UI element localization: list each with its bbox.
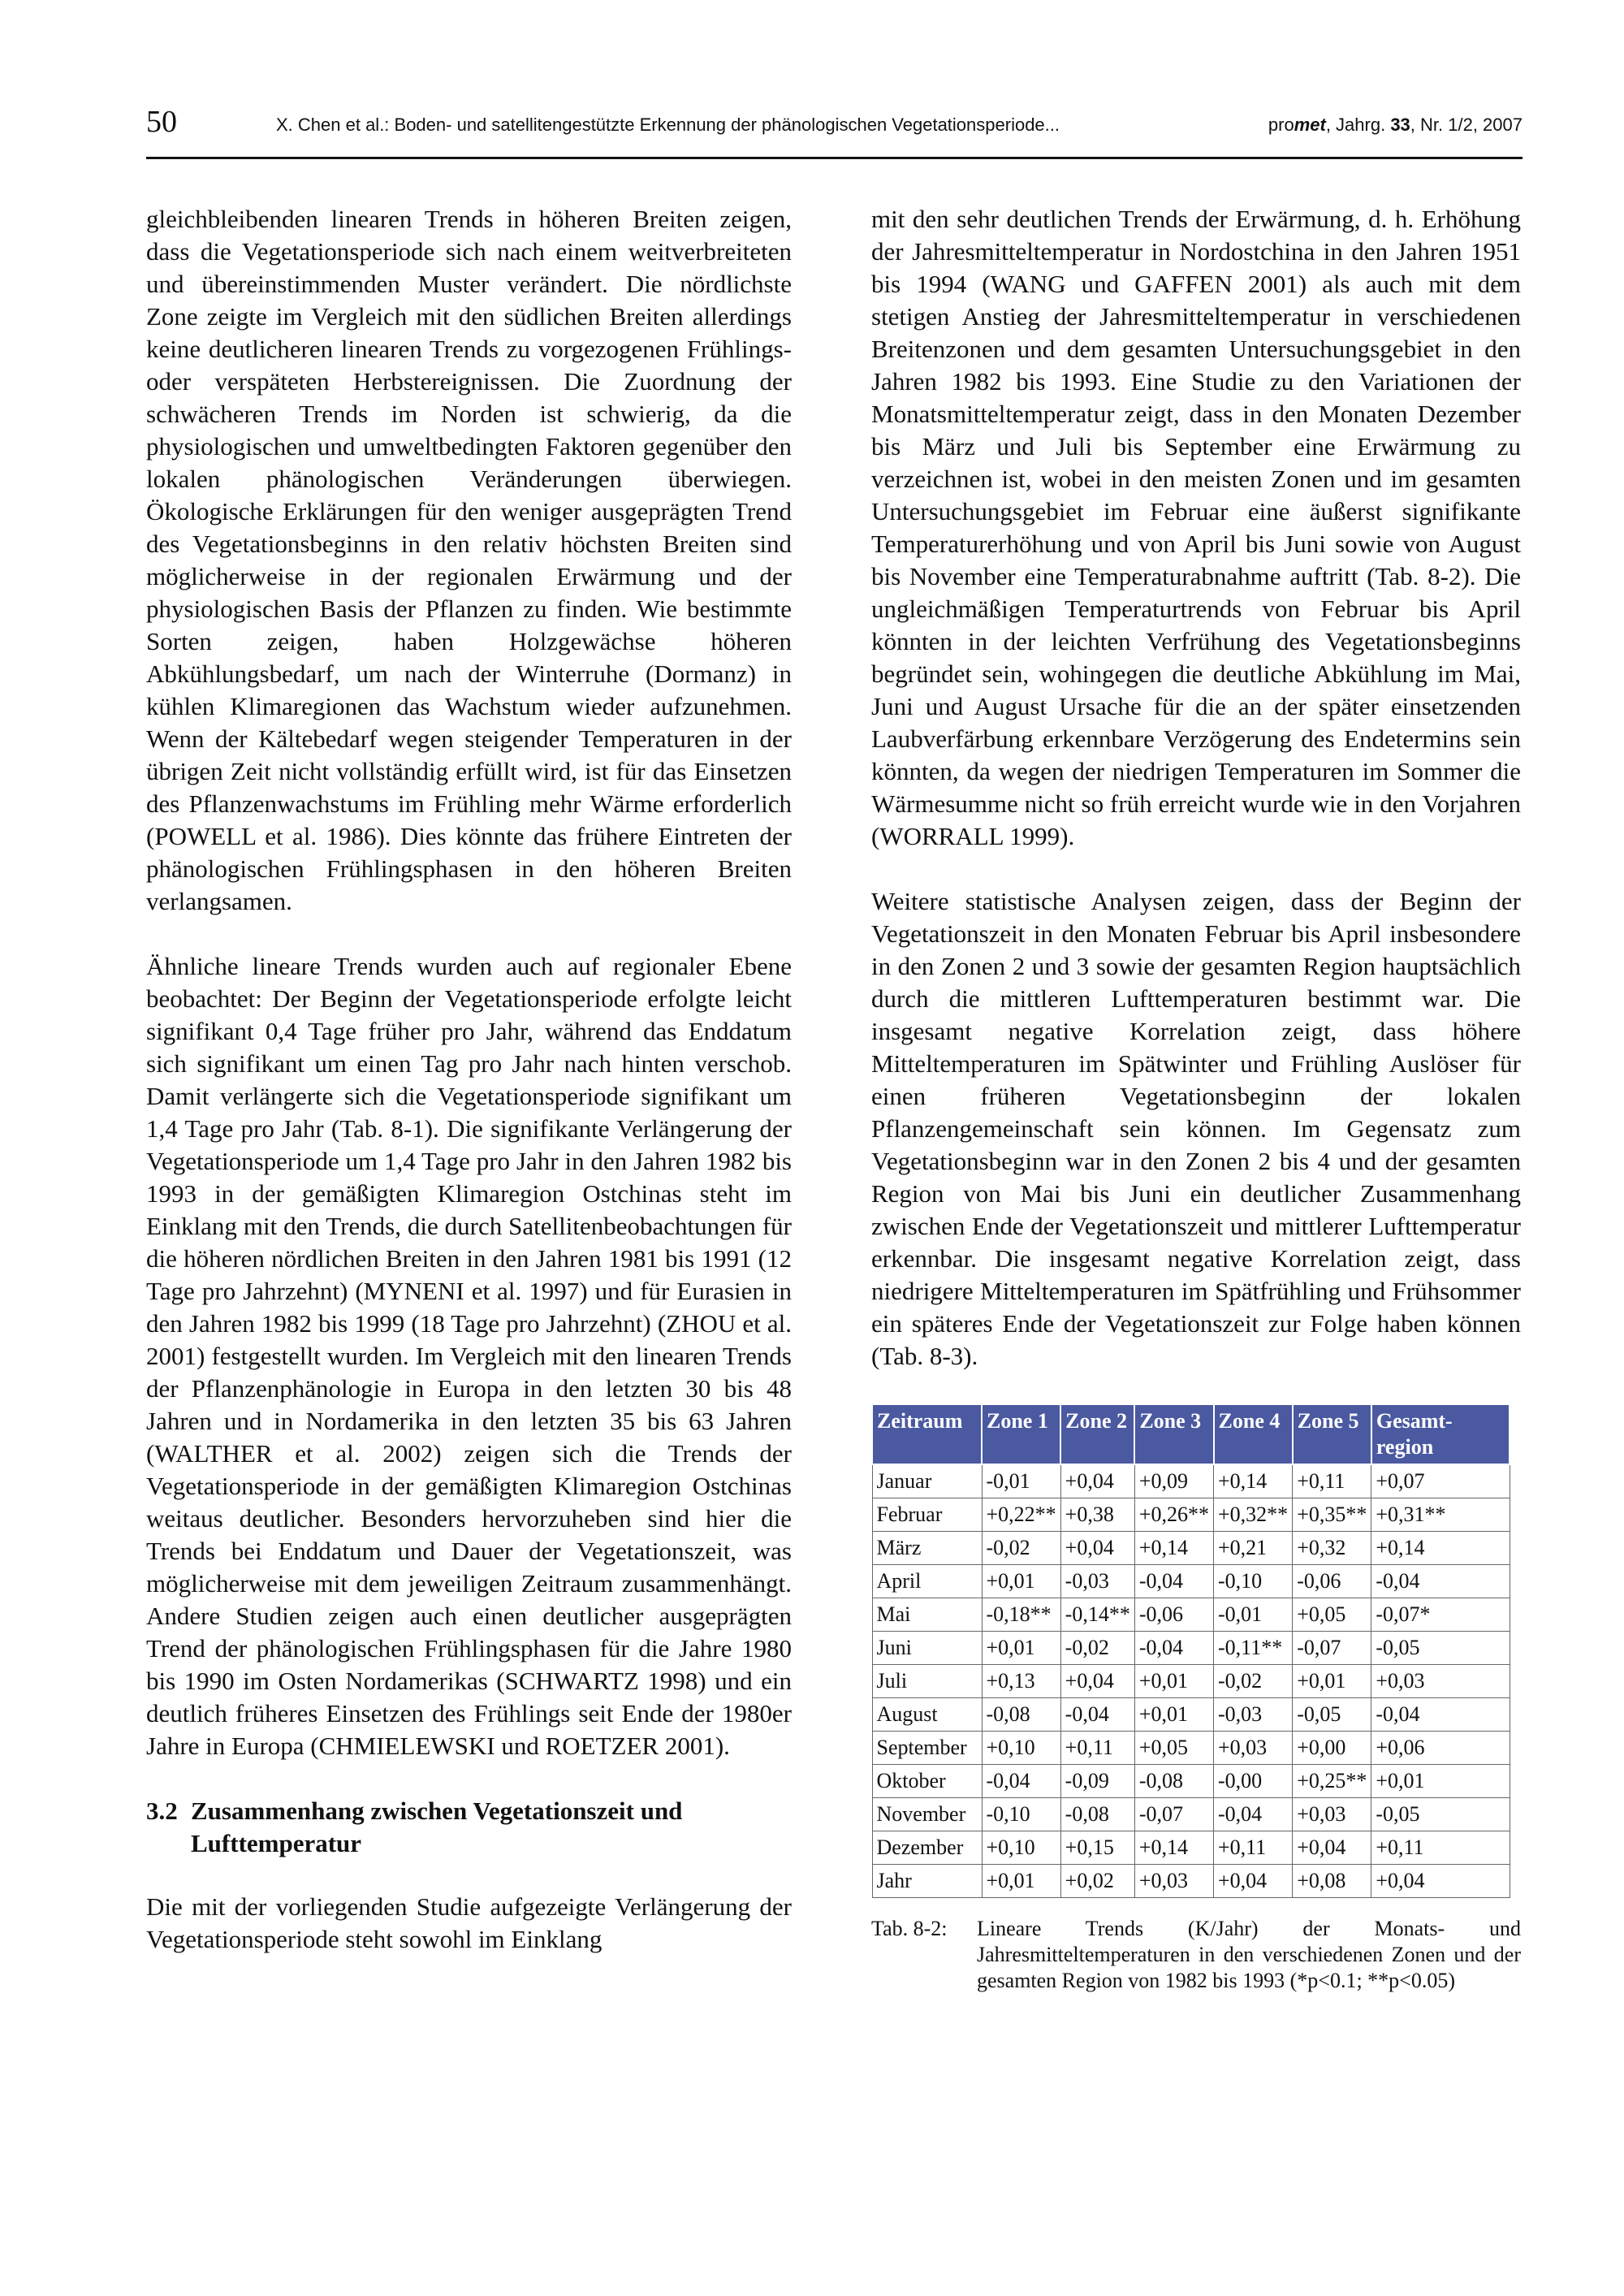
table-cell: -0,04 — [1371, 1698, 1510, 1732]
body-paragraph: Die mit der vorliegenden Studie aufgezeigte Verlängerung der Vegetationsperiode steht sowohl im Einklang — [146, 1892, 792, 1953]
table-cell: +0,01 — [1371, 1765, 1510, 1798]
column-header: Zone 2 — [1060, 1404, 1134, 1464]
caption-text: Lineare Trends (K/Jahr) der Monats- und Jahresmitteltemperaturen in den verschiedenen Zonen und der gesamten Region von 1982 bis 1993 (*p<0.1; **p<0.05) — [977, 1917, 1521, 1992]
table-cell: +0,01 — [982, 1632, 1060, 1665]
table-cell: +0,14 — [1371, 1532, 1510, 1565]
column-header: Gesamt-region — [1371, 1404, 1510, 1464]
table-cell: -0,06 — [1134, 1598, 1213, 1632]
table-cell: +0,08 — [1293, 1865, 1371, 1898]
table-cell: +0,31** — [1371, 1498, 1510, 1532]
row-label-cell: Februar — [872, 1498, 982, 1532]
table-cell: +0,03 — [1371, 1665, 1510, 1698]
temperature-trends-table — [871, 1403, 1510, 1898]
table-cell: +0,04 — [1371, 1865, 1510, 1898]
section-title-line2: Lufttemperatur — [191, 1829, 362, 1857]
table-cell: +0,21 — [1214, 1532, 1293, 1565]
row-label-cell: September — [872, 1732, 982, 1765]
running-title: X. Chen et al.: Boden- und satellitengestützte Erkennung der phänologischen Vegetationsperiode... — [276, 115, 1060, 135]
journal-volume: 33 — [1390, 115, 1410, 135]
table-cell: +0,04 — [1214, 1865, 1293, 1898]
table-cell: +0,01 — [1134, 1665, 1213, 1698]
table-cell: -0,05 — [1371, 1632, 1510, 1665]
table-cell: -0,11** — [1214, 1632, 1293, 1665]
table-cell: +0,14 — [1134, 1532, 1213, 1565]
table-cell: +0,01 — [1134, 1698, 1213, 1732]
column-header: Zone 1 — [982, 1404, 1060, 1464]
table-cell: +0,00 — [1293, 1732, 1371, 1765]
table-cell: +0,38 — [1060, 1498, 1134, 1532]
table-cell: -0,14** — [1060, 1598, 1134, 1632]
row-label-cell: August — [872, 1698, 982, 1732]
table-row — [872, 1532, 1510, 1565]
table-cell: -0,03 — [1214, 1698, 1293, 1732]
table-cell: +0,13 — [982, 1665, 1060, 1698]
table-cell: +0,05 — [1134, 1732, 1213, 1765]
table-cell: +0,07 — [1371, 1464, 1510, 1498]
table-cell: -0,08 — [1060, 1798, 1134, 1831]
caption-label: Tab. 8-2: — [871, 1917, 948, 1940]
table-cell: +0,03 — [1134, 1865, 1213, 1898]
table-cell: +0,01 — [982, 1565, 1060, 1598]
table-cell: -0,05 — [1293, 1698, 1371, 1732]
table-cell: +0,05 — [1293, 1598, 1371, 1632]
column-header: Zeitraum — [872, 1404, 982, 1464]
table-cell: +0,09 — [1134, 1464, 1213, 1498]
column-header: Zone 5 — [1293, 1404, 1371, 1464]
journal-issue-prefix: , Jahrg. — [1325, 115, 1391, 135]
table-cell: -0,04 — [982, 1765, 1060, 1798]
table-cell: -0,10 — [1214, 1565, 1293, 1598]
table-row — [872, 1865, 1510, 1898]
table-cell: -0,06 — [1293, 1565, 1371, 1598]
section-number: 3.2 — [146, 1797, 178, 1825]
table-cell: +0,10 — [982, 1732, 1060, 1765]
table-cell: -0,02 — [1214, 1665, 1293, 1698]
table-cell: +0,04 — [1293, 1831, 1371, 1865]
table-cell: -0,00 — [1214, 1765, 1293, 1798]
table-row — [872, 1565, 1510, 1598]
row-label-cell: November — [872, 1798, 982, 1831]
table-cell: -0,07 — [1134, 1798, 1213, 1831]
table-cell: +0,02 — [1060, 1865, 1134, 1898]
row-label-cell: Mai — [872, 1598, 982, 1632]
table-row — [872, 1798, 1510, 1831]
row-label-cell: Januar — [872, 1464, 982, 1498]
table-cell: -0,07* — [1371, 1598, 1510, 1632]
table-cell: +0,11 — [1371, 1831, 1510, 1865]
body-paragraph: Weitere statistische Analysen zeigen, dass der Beginn der Vegetationszeit in den Monaten Februar bis April insbesondere in den Zonen 2 und 3 sowie der gesamten Region hauptsächlich durch die mittleren Lufttemperaturen bestimmt war. Die insgesamt negative Korrelation zeigt, dass höhere Mitteltemperaturen im Spätwinter und Frühling Auslöser für einen früheren Vegetationsbeginn der lokalen Pflanzengemeinschaft sein können. Im Gegensatz zum Vegetationsbeginn war in den Zonen 2 bis 4 und der gesamten Region von Mai bis Juni ein deutlicher Zusammenhang zwischen Ende der Vegetationszeit und mittlerer Lufttemperatur erkennbar. Die insgesamt negative Korrelation zeigt, dass niedrigere Mitteltemperaturen im Spätfrühling und Frühsommer ein späteres Ende der Vegetationszeit zur Folge haben können (Tab. 8-3). — [871, 887, 1521, 1370]
column-header: Zone 3 — [1134, 1404, 1213, 1464]
page-header — [146, 104, 1522, 153]
table-header-row — [872, 1404, 1510, 1464]
table-body — [872, 1464, 1510, 1898]
table-row — [872, 1498, 1510, 1532]
table-row — [872, 1765, 1510, 1798]
table-cell: -0,07 — [1293, 1632, 1371, 1665]
table-caption — [871, 1916, 1521, 1994]
table-cell: -0,02 — [1060, 1632, 1134, 1665]
table-row — [872, 1698, 1510, 1732]
table-cell: -0,04 — [1134, 1632, 1213, 1665]
table-cell: -0,18** — [982, 1598, 1060, 1632]
table-row — [872, 1831, 1510, 1865]
table-row — [872, 1665, 1510, 1698]
right-column — [871, 203, 1521, 1994]
table-row — [872, 1598, 1510, 1632]
table-cell: +0,01 — [1293, 1665, 1371, 1698]
table-cell: +0,03 — [1214, 1732, 1293, 1765]
table-cell: +0,11 — [1293, 1464, 1371, 1498]
table-cell: -0,01 — [1214, 1598, 1293, 1632]
row-label-cell: Dezember — [872, 1831, 982, 1865]
header-rule — [146, 157, 1522, 159]
table-row — [872, 1632, 1510, 1665]
body-paragraph: mit den sehr deutlichen Trends der Erwärmung, d. h. Erhöhung der Jahresmitteltemperatur in Nordostchina in den Jahren 1951 bis 1994 (WANG und GAFFEN 2001) als auch mit dem stetigen Anstieg der Jahresmitteltemperatur in verschiedenen Breitenzonen und dem gesamten Untersuchungsgebiet in den Jahren 1982 bis 1993. Eine Studie zu den Variationen der Monatsmitteltemperatur zeigt, dass in den Monaten Dezember bis März und Juli bis September eine Erwärmung zu verzeichnen ist, wobei in den meisten Zonen und im gesamten Untersuchungsgebiet im Februar eine äußerst signifikante Temperaturerhöhung und von April bis Juni sowie von August bis November eine Temperaturabnahme auftritt (Tab. 8-2). Die ungleichmäßigen Temperaturtrends von Februar bis April könnten in der leichten Verfrühung des Vegetationsbeginns begründet sein, wohingegen die deutliche Abkühlung im Mai, Juni und August Ursache für die an der später einsetzenden Laubverfärbung erkennbare Verzögerung des Endetermins sein könnten, da wegen der niedrigen Temperaturen im Sommer die Wärmesumme nicht so früh erreicht wurde wie in den Vorjahren (WORRALL 1999). — [871, 205, 1521, 850]
table-cell: -0,04 — [1060, 1698, 1134, 1732]
row-label-cell: März — [872, 1532, 982, 1565]
table-cell: +0,10 — [982, 1831, 1060, 1865]
table-cell: +0,32 — [1293, 1532, 1371, 1565]
table-cell: -0,04 — [1134, 1565, 1213, 1598]
table-cell: +0,14 — [1214, 1464, 1293, 1498]
table-cell: +0,15 — [1060, 1831, 1134, 1865]
table-cell: -0,05 — [1371, 1798, 1510, 1831]
table-cell: +0,11 — [1214, 1831, 1293, 1865]
left-column — [146, 203, 792, 1988]
table-cell: +0,04 — [1060, 1464, 1134, 1498]
journal-name-brand: met — [1294, 115, 1326, 135]
row-label-cell: Oktober — [872, 1765, 982, 1798]
section-title-line1: Zusammenhang zwischen Vegetationszeit und — [191, 1797, 683, 1825]
table-cell: +0,03 — [1293, 1798, 1371, 1831]
row-label-cell: Juli — [872, 1665, 982, 1698]
table-cell: +0,22** — [982, 1498, 1060, 1532]
journal-name-prefix: pro — [1268, 115, 1294, 135]
table-cell: +0,04 — [1060, 1665, 1134, 1698]
journal-reference — [1268, 114, 1522, 136]
table-cell: -0,08 — [1134, 1765, 1213, 1798]
section-heading — [146, 1795, 792, 1860]
table-cell: +0,11 — [1060, 1732, 1134, 1765]
table-cell: +0,25** — [1293, 1765, 1371, 1798]
table-cell: +0,06 — [1371, 1732, 1510, 1765]
table-cell: +0,35** — [1293, 1498, 1371, 1532]
table-cell: -0,04 — [1371, 1565, 1510, 1598]
table-cell: +0,14 — [1134, 1831, 1213, 1865]
table-cell: +0,04 — [1060, 1532, 1134, 1565]
table-cell: -0,09 — [1060, 1765, 1134, 1798]
column-header: Zone 4 — [1214, 1404, 1293, 1464]
body-paragraph: gleichbleibenden linearen Trends in höheren Breiten zeigen, dass die Vegetationsperiode sich nach einem weitverbreiteten und übereinstimmenden Muster verändert. Die nördlichste Zone zeigte im Vergleich mit den südlichen Breiten allerdings keine deutlicheren linearen Trends zu vorgezogenen Frühlings- oder verspäteten Herbstereignissen. Die Zuordnung der schwächeren Trends im Norden ist schwierig, da die physiologischen und umweltbedingten Faktoren gegenüber den lokalen phänologischen Veränderungen überwiegen. Ökologische Erklärungen für den weniger ausgeprägten Trend des Vegetationsbeginns in den relativ höchsten Breiten sind möglicherweise in der regionalen Erwärmung und der physiologischen Basis der Pflanzen zu finden. Wie bestimmte Sorten zeigen, haben Holzgewächse höheren Abkühlungsbedarf, um nach der Winterruhe (Dormanz) in kühlen Klimaregionen das Wachstum wieder aufzunehmen. Wenn der Kältebedarf wegen steigender Temperaturen in der übrigen Zeit nicht vollständig erfüllt wird, ist für das Einsetzen des Pflanzenwachstums im Frühling mehr Wärme erforderlich (POWELL et al. 1986). Dies könnte das frühere Eintreten der phänologischen Frühlingsphasen in den höheren Breiten verlangsamen. — [146, 205, 792, 915]
table-cell: -0,01 — [982, 1464, 1060, 1498]
body-paragraph: Ähnliche lineare Trends wurden auch auf regionaler Ebene beobachtet: Der Beginn der Vegetationsperiode erfolgte leicht signifikant 0,4 Tage früher pro Jahr, während das Enddatum sich signifikant um einen Tag pro Jahr nach hinten verschob. Damit verlängerte sich die Vegetationsperiode signifikant um 1,4 Tage pro Jahr (Tab. 8-1). Die signifikante Verlängerung der Vegetationsperiode um 1,4 Tage pro Jahr in den Jahren 1982 bis 1993 in der gemäßigten Klimaregion Ostchinas steht im Einklang mit den Trends, die durch Satellitenbeobachtungen für die höheren nördlichen Breiten in den Jahren 1981 bis 1991 (12 Tage pro Jahrzehnt) (MYNENI et al. 1997) und für Eurasien in den Jahren 1982 bis 1999 (18 Tage pro Jahrzehnt) (ZHOU et al. 2001) festgestellt wurden. Im Vergleich mit den linearen Trends der Pflanzenphänologie in Europa in den letzten 30 bis 48 Jahren und in Nordamerika in den letzten 35 bis 63 Jahren (WALTHER et al. 2002) zeigen sich die Trends der Vegetationsperiode in der gemäßigten Klimaregion Ostchinas weitaus deutlicher. Besonders hervorzuheben sind hier die Trends bei Enddatum und Dauer der Vegetationszeit, was möglicherweise mit dem jeweiligen Zeitraum zusammenhängt. Andere Studien zeigen auch einen deutlicher ausgeprägten Trend der phänologischen Frühlingsphasen für die Jahre 1980 bis 1990 im Osten Nordamerikas (SCHWARTZ 1998) und ein deutlich früheres Einsetzen des Frühlings seit Ende der 1980er Jahre in Europa (CHMIELEWSKI und ROETZER 2001). — [146, 952, 792, 1760]
table-row — [872, 1732, 1510, 1765]
table-cell: +0,32** — [1214, 1498, 1293, 1532]
table-cell: -0,10 — [982, 1798, 1060, 1831]
table-row — [872, 1464, 1510, 1498]
table-cell: +0,26** — [1134, 1498, 1213, 1532]
table-cell: -0,02 — [982, 1532, 1060, 1565]
row-label-cell: Jahr — [872, 1865, 982, 1898]
page-number: 50 — [146, 105, 177, 139]
table-cell: -0,04 — [1214, 1798, 1293, 1831]
table-cell: -0,08 — [982, 1698, 1060, 1732]
table-cell: +0,01 — [982, 1865, 1060, 1898]
row-label-cell: April — [872, 1565, 982, 1598]
table-cell: -0,03 — [1060, 1565, 1134, 1598]
journal-issue: , Nr. 1/2, 2007 — [1410, 115, 1522, 135]
row-label-cell: Juni — [872, 1632, 982, 1665]
